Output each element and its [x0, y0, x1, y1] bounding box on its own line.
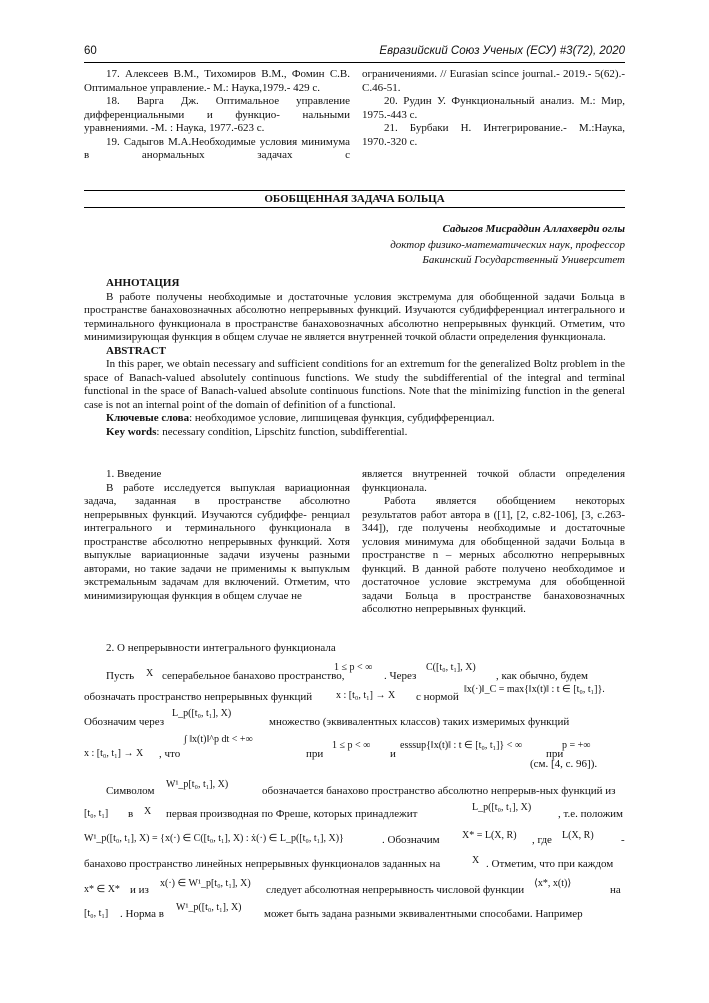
- math: x : [t₀, t₁] → X: [336, 690, 396, 701]
- math: esssup{‖x(t)‖ : t ∈ [t₀, t₁]} < ∞: [400, 740, 522, 751]
- text: и: [390, 748, 396, 760]
- text: банахово пространство линейных непрерывных функционалов заданных на: [84, 858, 441, 870]
- math: X: [144, 806, 152, 817]
- keywords-ru-label: Ключевые слова: [106, 412, 190, 424]
- references-right-column: [362, 68, 625, 149]
- reference-item: 19. Садыгов М.А.Необходимые условия минимума в анормальных задачах с: [84, 135, 350, 161]
- text: сеперабельное банахово пространство,: [162, 670, 345, 682]
- math: ∫ ‖x(t)‖^p dt < +∞: [184, 734, 253, 745]
- math: p = +∞: [562, 740, 591, 751]
- reference-item: 20. Рудин У. Функциональный анализ. М.: Мир, 1975.-443 с.: [362, 95, 625, 121]
- math: W¹_p([t₀, t₁], X) = {x(·) ∈ C([t₀, t₁], X) : ẋ(·) ∈ L_p([t₀, t₁], X)}: [84, 833, 344, 844]
- text: множество (эквивалентных классов) таких измеримых функций: [269, 716, 570, 728]
- math: L_p([t₀, t₁], X): [472, 802, 532, 813]
- math: L(X, R): [562, 830, 594, 841]
- text: , т.е. положим: [558, 808, 624, 820]
- text: обозначать пространство непрерывных функций: [84, 691, 313, 703]
- section1-right-text-1: является внутренней точкой области определения функционала.: [362, 468, 625, 494]
- text: , где: [532, 834, 552, 846]
- section1-right-text-2: [362, 495, 625, 617]
- text: (см. [4, с. 96]).: [530, 758, 598, 770]
- math: [t₀, t₁]: [84, 908, 109, 919]
- keywords-ru: [84, 412, 625, 426]
- math: 1 ≤ p < ∞: [334, 662, 373, 673]
- text: на: [610, 884, 621, 896]
- text: при: [306, 748, 324, 760]
- section2-block: [84, 642, 625, 656]
- author-degree: доктор физико-математических наук, профессор: [390, 238, 625, 251]
- keywords-ru-text: : необходимое условие, липшицевая функция, субдифференциал.: [189, 412, 495, 424]
- text: Символом: [106, 785, 155, 797]
- text: Обозначим через: [84, 716, 165, 728]
- math: ⟨x*, x(t)⟩: [534, 878, 572, 889]
- author-affiliation: Бакинский Государственный Университет: [422, 254, 625, 266]
- keywords-en-text: : necessary condition, Lipschitz function, subdifferential.: [156, 425, 408, 438]
- section1-left-text: В работе исследуется выпуклая вариационная задача, заданная в пространстве абсолютно непрерывных функций. Изучаются субдиффе- ренциал интегрального и терминального функционала в пространстве абсолютно непрерывных функций. Хотя выпуклые вариационные задачи изучены разными авторами, но такие задачи не применимы к выпуклым экстремальным задачам для включений. Отметим, что минимизирующая функция в общем случае не: [84, 481, 350, 602]
- section1-heading: 1. Введение: [106, 468, 162, 480]
- math: 1 ≤ p < ∞: [332, 740, 371, 751]
- math: x : [t₀, t₁] → X: [84, 748, 144, 759]
- text: и из: [130, 884, 149, 896]
- text: Пусть: [106, 670, 135, 682]
- text: в: [128, 808, 134, 820]
- math: C([t₀, t₁], X): [426, 662, 476, 673]
- math: X: [146, 668, 154, 679]
- math: W¹_p[t₀, t₁], X): [166, 779, 229, 790]
- annotation-text: В работе получены необходимые и достаточные условия экстремума для обобщенной задачи Больца в пространстве банаховозначных абсолютно непрерывных функций. Изучаются субдифференциал интегрального и терминального функционала в пространстве банаховозначных абсолютно непрерывных функций. Отметим, что минимизирующая функция в общем случае не является внутренней точкой области определения функционала.: [84, 290, 625, 343]
- text: . Через: [384, 670, 417, 682]
- text: , что: [159, 748, 181, 760]
- running-header: [84, 44, 625, 63]
- text: -: [621, 834, 625, 846]
- text: . Отметим, что при каждом: [486, 858, 614, 870]
- annotation-block: [84, 277, 625, 439]
- section1-left-column: [84, 468, 350, 603]
- math: X* = L(X, R): [462, 830, 517, 841]
- section2-heading: 2. О непрерывности интегрального функционала: [106, 642, 336, 654]
- abstract-text: In this paper, we obtain necessary and sufficient conditions for an extremum for the generalized Boltz problem in the space of Banach-valued absolutely continuous functions. We study the subdifferential of the integral and terminal functional in the space of Banach-valued absolute continuous functions. Note that the minimizing function in the general case is not an internal point of the domain of definition of a functional.: [84, 358, 625, 411]
- math: [t₀, t₁]: [84, 808, 109, 819]
- text: первая производная по Фреше, которых принадлежит: [166, 808, 418, 820]
- section1-right-text-2a: Работа является обобщением некоторых результатов работ автора в ([1], [2, с.82-106], [3, с.263-344]), где получены необходимые и достаточные условия минимума для обобщенной задачи Больца в пространстве: [362, 495, 625, 561]
- references-left-column: [84, 68, 350, 163]
- math: W¹_p([t₀, t₁], X): [176, 902, 242, 913]
- text: обозначается банахово пространство абсолютно непрерыв-ных функций из: [262, 785, 616, 797]
- abstract-heading: ABSTRACT: [106, 344, 166, 357]
- text: при: [546, 748, 564, 760]
- math: x* ∈ X*: [84, 884, 120, 895]
- text: с нормой: [416, 691, 459, 703]
- section1-right-column: [362, 468, 625, 617]
- keywords-en-label: Key words: [106, 425, 157, 438]
- math: x(·) ∈ W¹_p[t₀, t₁], X): [160, 878, 251, 889]
- text: следует абсолютная непрерывность числовой функции: [266, 884, 525, 896]
- math: X: [472, 855, 480, 866]
- reference-item: 21. Бурбаки Н. Интегрирование.- М.:Наука, 1970.-320 с.: [362, 122, 625, 148]
- section1-right-text-2b: – мерных абсолютно непрерывных функций. В данной работе получено необходимое и достаточное условие экстремума для обобщенной задачи Больца в пространстве банаховозначных абсолютно непрерывных функций.: [362, 549, 626, 615]
- math: L_p([t₀, t₁], X): [172, 708, 232, 719]
- annotation-heading: АННОТАЦИЯ: [106, 277, 180, 289]
- author-block: [390, 222, 625, 269]
- journal-title: Евразийский Союз Ученых (ЕСУ) #3(72), 2020: [379, 45, 625, 57]
- text: . Норма в: [120, 908, 164, 920]
- page-number: 60: [84, 45, 97, 57]
- author-name: Садыгов Мисраддин Аллахверди оглы: [442, 223, 625, 235]
- text: , как обычно, будем: [496, 670, 588, 682]
- keywords-en: [84, 426, 625, 440]
- math-n: n: [432, 549, 439, 561]
- math: ‖x(·)‖_C = max{‖x(t)‖ : t ∈ [t₀, t₁]}.: [464, 684, 605, 695]
- text: . Обозначим: [382, 834, 440, 846]
- article-title: ОБОБЩЕННАЯ ЗАДАЧА БОЛЬЦА: [84, 190, 625, 208]
- section2-body: [84, 662, 625, 922]
- text: может быть задана разными эквивалентными способами. Например: [264, 908, 583, 920]
- reference-item: 18. Варга Дж. Оптимальное управление дифференциальными и функцио- нальными уравнениями. -М. : Наука, 1977.-623 с.: [84, 95, 350, 134]
- reference-item: 17. Алексеев В.М., Тихомиров В.М., Фомин С.В. Оптимальное управление.- М.: Наука,1979.- 429 с.: [84, 68, 350, 94]
- reference-item: ограничениями. // Eurasian scince journal.- 2019.- 5(62).- С.46-51.: [362, 68, 625, 94]
